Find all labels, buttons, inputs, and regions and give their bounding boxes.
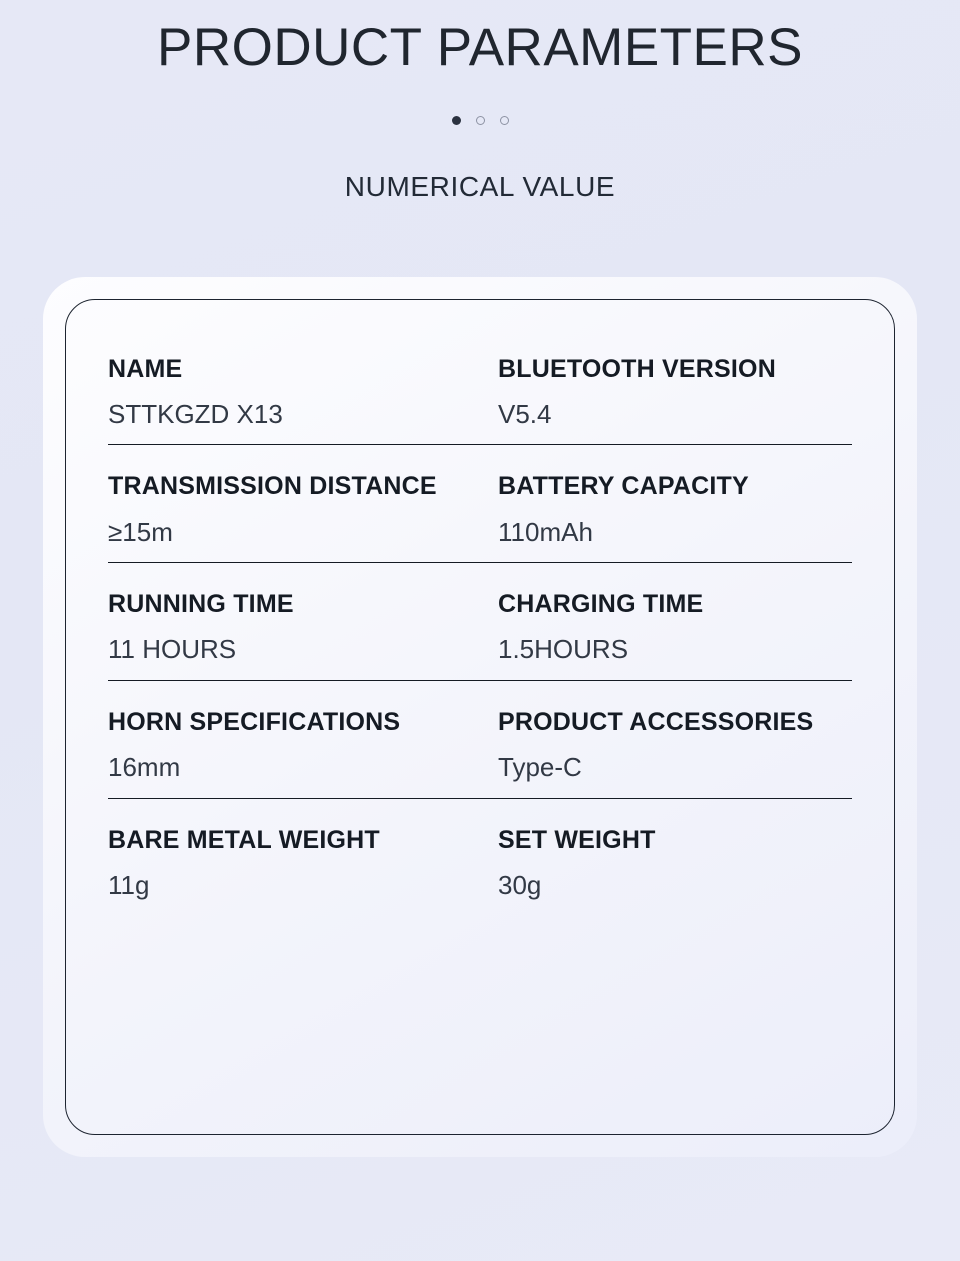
pagination-dot-2[interactable] — [476, 116, 485, 125]
spec-cell-charging-time — [480, 589, 852, 666]
table-row — [108, 444, 852, 562]
spec-value: 11 HOURS — [108, 634, 237, 665]
spec-label: BLUETOOTH VERSION — [498, 354, 776, 383]
pagination-dot-3[interactable] — [500, 116, 509, 125]
table-row — [108, 562, 852, 680]
spec-value: 16mm — [108, 752, 181, 783]
pagination-dots[interactable] — [452, 116, 509, 125]
spec-value: V5.4 — [498, 398, 552, 429]
spec-cell-bluetooth-version — [480, 354, 852, 431]
spec-value: 110mAh — [498, 516, 593, 547]
table-row — [108, 352, 852, 445]
spec-cell-set-weight — [480, 825, 852, 902]
spec-label: TRANSMISSION DISTANCE — [108, 472, 437, 501]
spec-value: Type-C — [498, 752, 582, 783]
spec-label: RUNNING TIME — [108, 590, 294, 619]
page-title: PRODUCT PARAMETERS — [156, 18, 804, 77]
spec-cell-bare-metal-weight — [108, 825, 480, 902]
spec-card — [43, 277, 917, 1157]
spec-label: CHARGING TIME — [498, 590, 704, 619]
spec-cell-horn-specifications — [108, 707, 480, 784]
spec-value: 30g — [498, 869, 542, 900]
spec-cell-running-time — [108, 589, 480, 666]
spec-cell-name — [108, 354, 480, 431]
spec-label: NAME — [108, 354, 183, 383]
spec-cell-product-accessories — [480, 707, 852, 784]
spec-value: 1.5HOURS — [498, 634, 629, 665]
spec-table — [65, 299, 895, 1135]
section-subtitle: NUMERICAL VALUE — [344, 170, 616, 202]
spec-label: SET WEIGHT — [498, 825, 656, 854]
spec-value: ≥15m — [108, 516, 173, 547]
spec-value: STTKGZD X13 — [108, 398, 283, 429]
table-row — [108, 680, 852, 798]
spec-label: BATTERY CAPACITY — [498, 472, 749, 501]
spec-cell-transmission-distance — [108, 471, 480, 548]
spec-label: BARE METAL WEIGHT — [108, 825, 380, 854]
table-row — [108, 798, 852, 916]
pagination-dot-1[interactable] — [452, 116, 461, 125]
spec-cell-battery-capacity — [480, 471, 852, 548]
spec-label: HORN SPECIFICATIONS — [108, 707, 401, 736]
spec-value: 11g — [108, 869, 150, 900]
spec-label: PRODUCT ACCESSORIES — [498, 707, 814, 736]
